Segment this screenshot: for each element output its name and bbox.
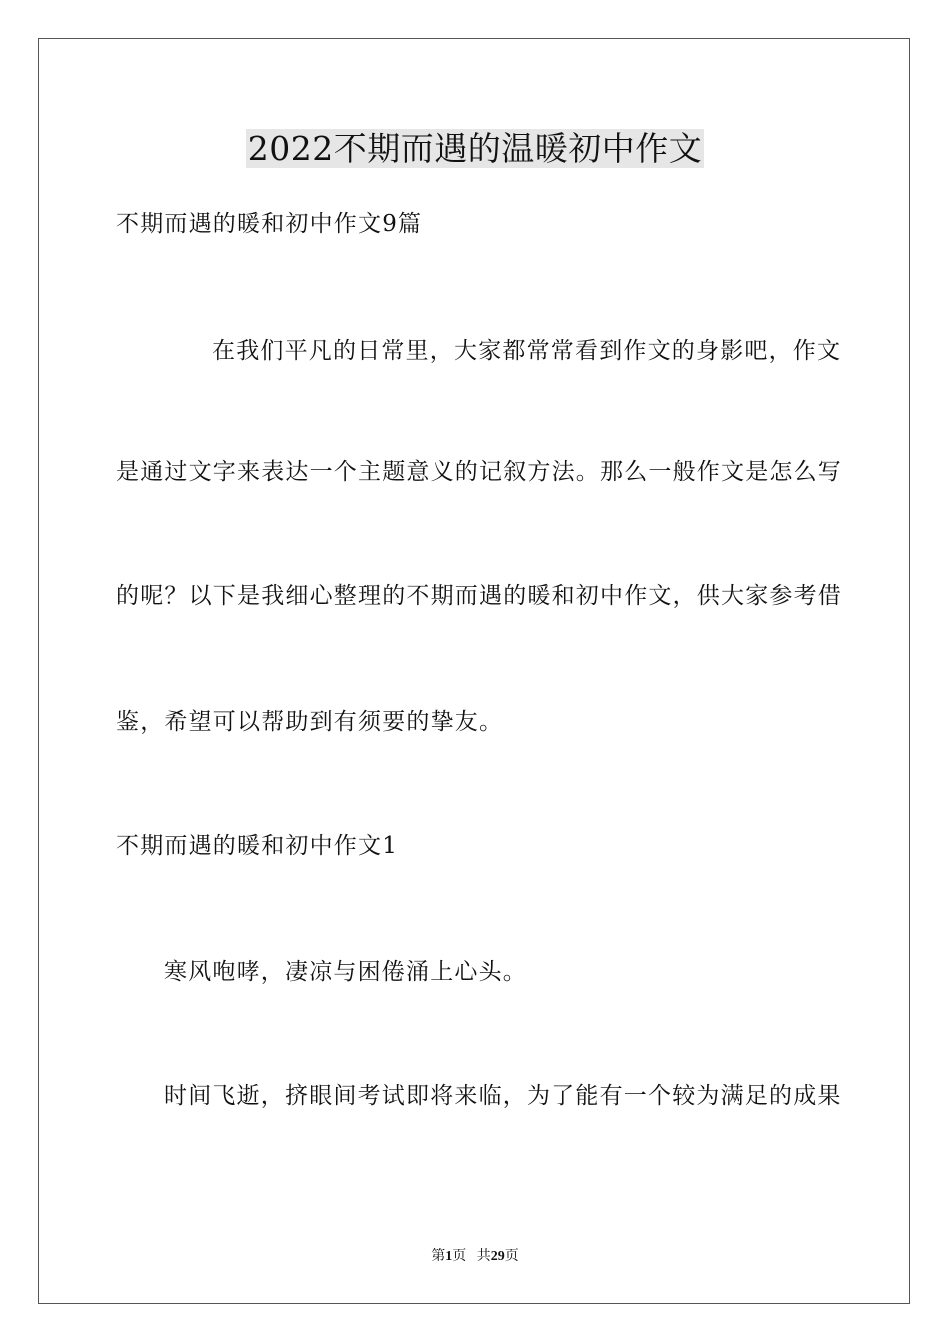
footer-prefix: 第 [431, 1249, 446, 1264]
footer-total-suffix: 页 [504, 1249, 519, 1264]
section-heading: 不期而遇的暖和初中作文1 [116, 833, 399, 859]
body-line-2: 时间飞逝，挤眼间考试即将来临，为了能有一个较为满足的成果 [164, 1083, 842, 1109]
document-title-text: 2022不期而遇的温暖初中作文 [247, 129, 703, 168]
intro-line-2: 是通过文字来表达一个主题意义的记叙方法。那么一般作文是怎么写 [116, 459, 842, 485]
document-subtitle: 不期而遇的暖和初中作文9篇 [116, 211, 423, 237]
page-footer [0, 1247, 950, 1267]
intro-line-1: 在我们平凡的日常里，大家都常常看到作文的身影吧，作文 [212, 338, 842, 364]
document-title [0, 127, 950, 171]
footer-total-prefix: 共 [476, 1249, 491, 1264]
footer-page-suffix: 页 [452, 1249, 467, 1264]
footer-total-pages: 29 [490, 1249, 505, 1264]
footer-page-number: 1 [445, 1249, 453, 1264]
intro-line-3: 的呢？以下是我细心整理的不期而遇的暖和初中作文，供大家参考借 [116, 583, 842, 609]
intro-line-4: 鉴，希望可以帮助到有须要的挚友。 [116, 709, 504, 735]
body-line-1: 寒风咆哮，凄凉与困倦涌上心头。 [164, 959, 527, 985]
